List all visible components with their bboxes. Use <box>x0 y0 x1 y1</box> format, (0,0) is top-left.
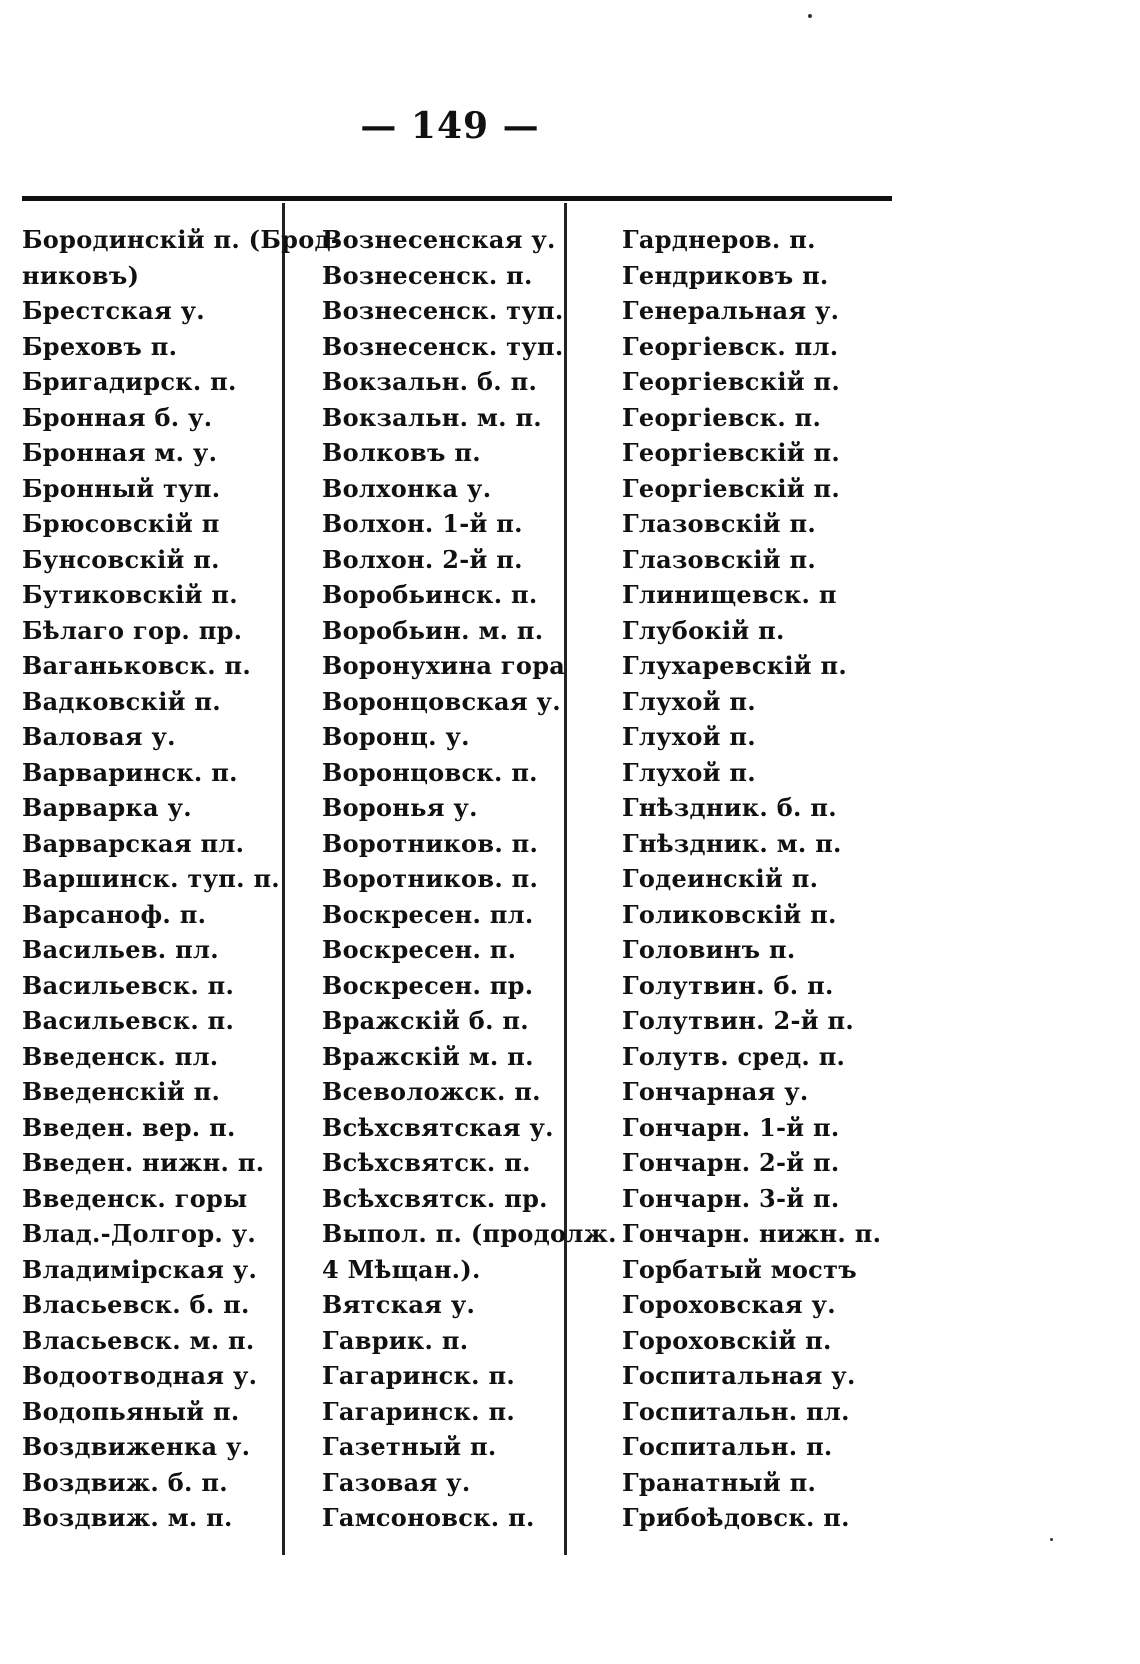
street-entry: Голутв. сред. п. <box>622 1041 846 1071</box>
street-entry: Вятская у. <box>322 1290 476 1319</box>
ink-speck <box>1050 1538 1053 1541</box>
street-entry: Воробьинск. п. <box>322 580 538 609</box>
street-entry: Гагаринск. п. <box>322 1396 516 1426</box>
street-entry: Вокзальн. м. п. <box>322 402 542 432</box>
street-entry: Гендриковъ п. <box>622 260 829 290</box>
street-entry: Введен. нижн. п. <box>22 1148 265 1177</box>
street-entry: Воронцовская у. <box>322 686 561 716</box>
street-entry: Георгіевск. пл. <box>622 331 839 361</box>
street-column-3 <box>622 222 892 1536</box>
street-entry: Варварка у. <box>22 793 192 822</box>
street-entry: Гончарн. 1-й п. <box>622 1112 840 1142</box>
street-entry: Глухой п. <box>622 686 756 716</box>
street-entry: Брестская у. <box>22 296 205 325</box>
street-entry: Воронухина гора <box>322 651 566 680</box>
street-entry: Воскресен. пл. <box>322 899 534 929</box>
street-entry: Глухой п. <box>622 757 756 787</box>
street-entry: Грибоѣдовск. п. <box>622 1503 850 1532</box>
street-entry: Георгіевскій п. <box>622 438 841 467</box>
street-entry: Вадковскій п. <box>22 686 221 716</box>
street-entry: Бѣлаго гор. пр. <box>22 615 243 645</box>
street-entry: Воздвиж. б. п. <box>22 1467 228 1497</box>
street-entry: Владимірская у. <box>22 1254 258 1284</box>
street-entry: Гаврик. п. <box>322 1325 469 1355</box>
street-entry: Гнѣздник. б. п. <box>622 793 837 822</box>
street-entry: 4 Мѣщан.). <box>322 1254 481 1284</box>
street-entry: Варваринск. п. <box>22 757 238 787</box>
street-column-2 <box>322 222 617 1536</box>
street-entry: Госпитальн. п. <box>622 1432 833 1461</box>
street-entry: Госпитальная у. <box>622 1361 856 1390</box>
street-column-1 <box>22 222 342 1536</box>
street-entry: Глазовскій п. <box>622 544 817 574</box>
ink-speck <box>808 14 812 18</box>
street-entry: Бронная м. у. <box>22 438 218 467</box>
street-entry: Гагаринск. п. <box>322 1361 516 1390</box>
street-entry: Глухаревскій п. <box>622 651 848 680</box>
street-entry: Воздвиж. м. п. <box>22 1503 233 1532</box>
street-entry: Бунсовскій п. <box>22 544 220 574</box>
street-entry: Воскресен. пр. <box>322 970 534 1000</box>
street-entry: Георгіевск. п. <box>622 402 822 432</box>
street-entry: Гончарная у. <box>622 1077 809 1106</box>
street-entry: Волхон. 2-й п. <box>322 544 523 574</box>
street-entry: Волковъ п. <box>322 438 481 467</box>
street-entry: Вознесенск. п. <box>322 260 533 290</box>
street-entry: Воронц. у. <box>322 722 470 751</box>
street-entry: Введен. вер. п. <box>22 1112 236 1142</box>
street-entry: Гончарн. 3-й п. <box>622 1183 840 1213</box>
street-entry: Гороховскій п. <box>622 1325 832 1355</box>
street-entry: Воротников. п. <box>322 864 539 893</box>
street-entry: Воронья у. <box>322 793 478 822</box>
street-entry: Воробьин. м. п. <box>322 615 544 645</box>
street-entry: Водоотводная у. <box>22 1361 258 1390</box>
street-entry: Глазовскій п. <box>622 509 817 538</box>
street-entry: Голутвин. 2-й п. <box>622 1006 855 1035</box>
street-entry: Георгіевскій п. <box>622 473 841 503</box>
street-entry: Волхон. 1-й п. <box>322 509 523 538</box>
street-entry: Горбатый мостъ <box>622 1254 857 1284</box>
street-entry: Всѣхсвятская у. <box>322 1112 554 1142</box>
street-entry: Ваганьковск. п. <box>22 651 252 680</box>
page-number: — 149 — <box>360 105 540 147</box>
street-entry: Бреховъ п. <box>22 331 178 361</box>
street-entry: Госпитальн. пл. <box>622 1396 850 1426</box>
street-entry: Бородинскій п. (Брод- <box>22 225 342 254</box>
street-entry: Бригадирск. п. <box>22 367 237 396</box>
street-entry: Варварская пл. <box>22 828 245 858</box>
street-entry: Вражскій м. п. <box>322 1041 534 1071</box>
street-entry: Воротников. п. <box>322 828 539 858</box>
street-entry: Гнѣздник. м. п. <box>622 828 842 858</box>
street-entry: Бронный туп. <box>22 473 221 503</box>
street-entry: Голутвин. б. п. <box>622 970 834 1000</box>
street-entry: Голиковскій п. <box>622 899 837 929</box>
street-entry: Бутиковскій п. <box>22 580 238 609</box>
street-entry: Вознесенск. туп. <box>322 296 564 325</box>
street-entry: Всѣхсвятск. п. <box>322 1148 531 1177</box>
street-entry: Васильевск. п. <box>22 1006 235 1035</box>
street-entry: Глухой п. <box>622 722 756 751</box>
street-entry: Головинъ п. <box>622 935 796 964</box>
street-entry: Годеинскій п. <box>622 864 819 893</box>
street-entry: Водопьяный п. <box>22 1396 240 1426</box>
street-entry: Брюсовскій п <box>22 509 220 538</box>
street-entry: Введенскій п. <box>22 1077 221 1106</box>
street-entry: Вокзальн. б. п. <box>322 367 538 396</box>
street-entry: Глубокій п. <box>622 615 785 645</box>
street-entry: никовъ) <box>22 260 140 290</box>
street-entry: Вознесенская у. <box>322 225 556 254</box>
street-entry: Всеволожск. п. <box>322 1077 541 1106</box>
street-entry: Глинищевск. п <box>622 580 837 609</box>
street-entry: Воскресен. п. <box>322 935 517 964</box>
street-entry: Власьевск. б. п. <box>22 1290 250 1319</box>
street-entry: Васильевск. п. <box>22 970 235 1000</box>
street-entry: Валовая у. <box>22 722 176 751</box>
street-entry: Волхонка у. <box>322 473 492 503</box>
street-entry: Васильев. пл. <box>22 935 219 964</box>
street-entry: Власьевск. м. п. <box>22 1325 255 1355</box>
street-entry: Влад.-Долгор. у. <box>22 1219 257 1248</box>
street-entry: Выпол. п. (продолж. <box>322 1219 617 1248</box>
street-entry: Варшинск. туп. п. <box>22 864 280 893</box>
street-entry: Гороховская у. <box>622 1290 836 1319</box>
street-entry: Варсаноф. п. <box>22 899 207 929</box>
street-entry: Газовая у. <box>322 1467 471 1497</box>
street-entry: Вознесенск. туп. <box>322 331 564 361</box>
street-entry: Всѣхсвятск. пр. <box>322 1183 548 1213</box>
street-entry: Газетный п. <box>322 1432 497 1461</box>
street-entry: Воздвиженка у. <box>22 1432 251 1461</box>
street-entry: Гончарн. 2-й п. <box>622 1148 840 1177</box>
street-entry: Гарднеров. п. <box>622 225 816 254</box>
street-entry: Введенск. горы <box>22 1183 248 1213</box>
street-entry: Воронцовск. п. <box>322 757 538 787</box>
street-entry: Гранатный п. <box>622 1467 817 1497</box>
street-entry: Гончарн. нижн. п. <box>622 1219 882 1248</box>
street-entry: Бронная б. у. <box>22 402 213 432</box>
street-entry: Георгіевскій п. <box>622 367 841 396</box>
street-entry: Гамсоновск. п. <box>322 1503 535 1532</box>
street-entry: Введенск. пл. <box>22 1041 219 1071</box>
street-entry: Генеральная у. <box>622 296 840 325</box>
street-entry: Вражскій б. п. <box>322 1006 529 1035</box>
header-rule <box>22 196 892 201</box>
